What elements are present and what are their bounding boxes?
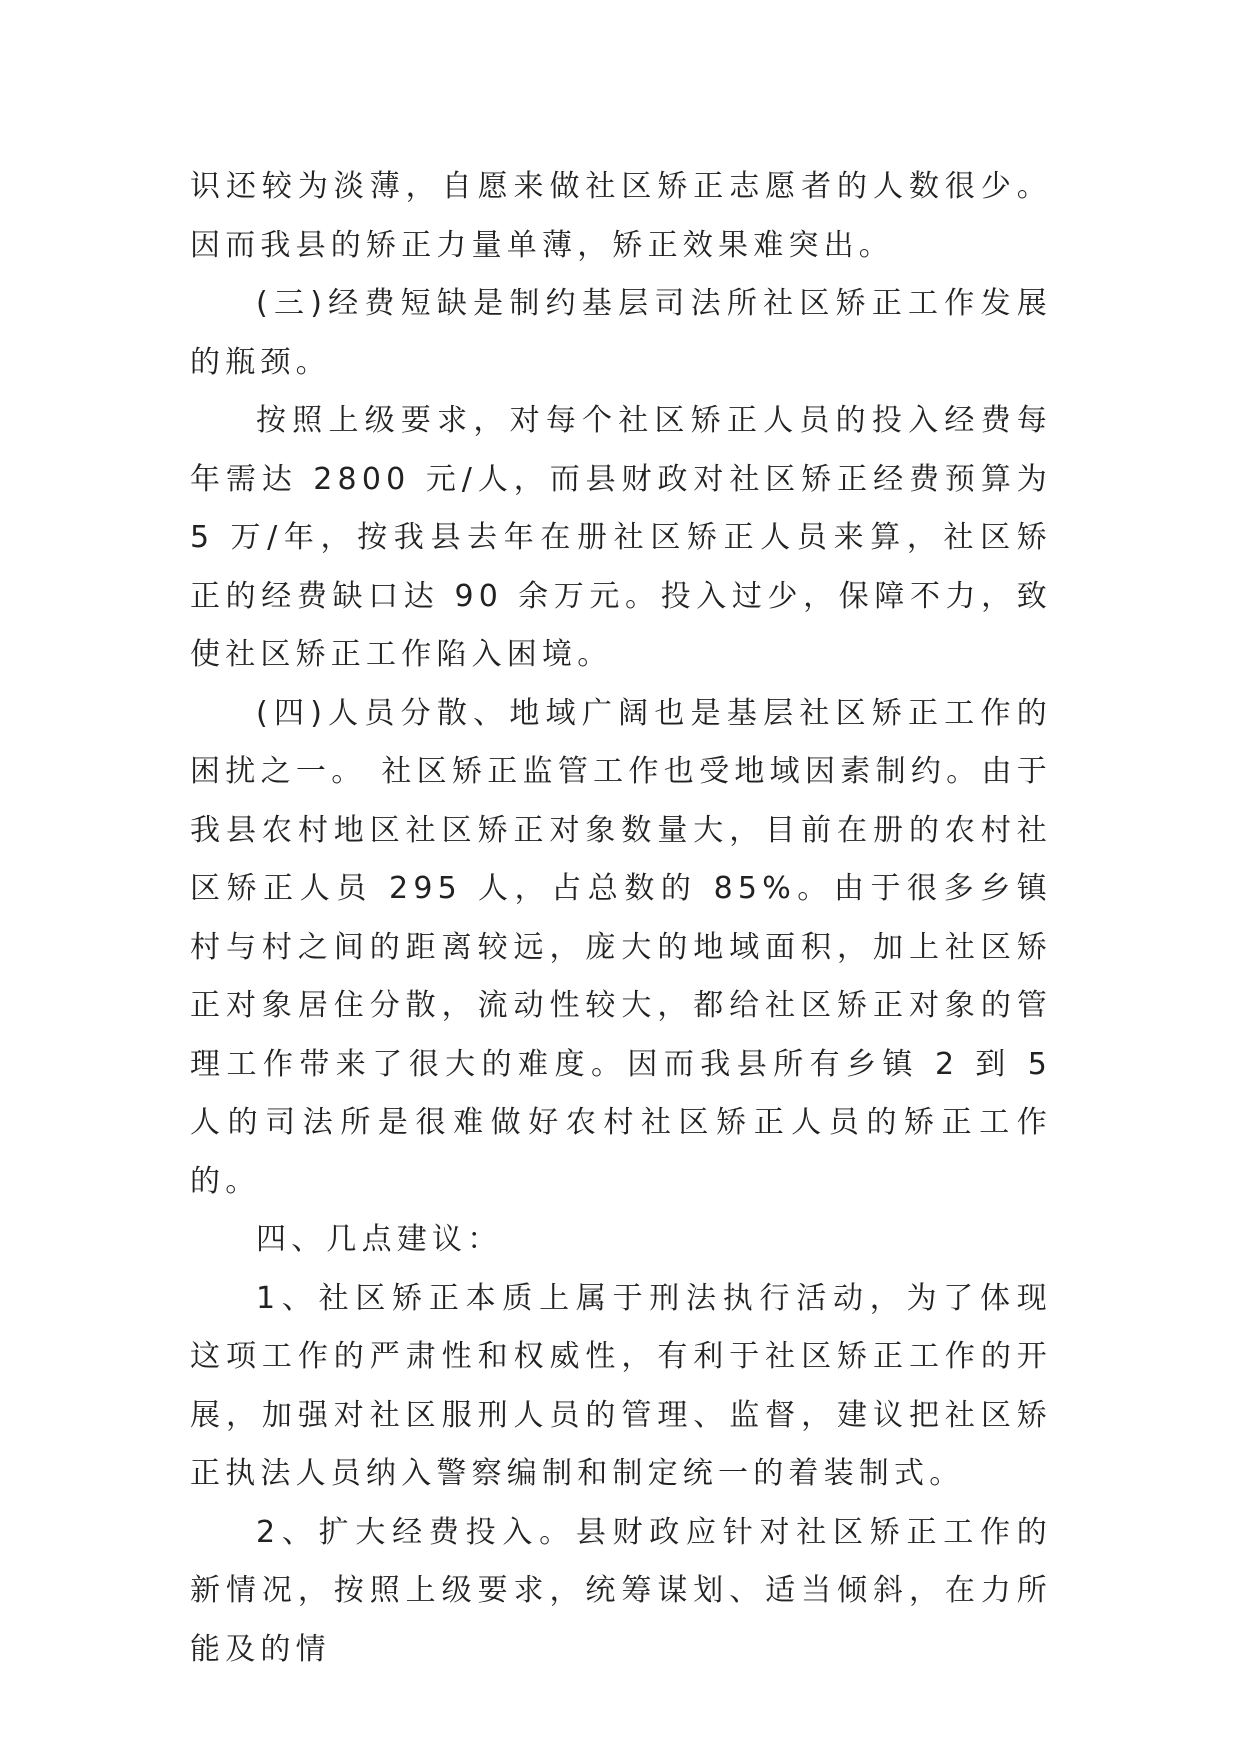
heading-suggestions: 四、几点建议：	[256, 1222, 503, 1257]
paragraph-suggestion-2: 2、扩大经费投入。县财政应针对社区矫正工作的新情况，按照上级要求，统筹谋划、适当倾斜，在力所能及的情	[190, 1514, 1052, 1667]
paragraph-suggestion-1: 1、社区矫正本质上属于刑法执行活动，为了体现这项工作的严肃性和权威性，有利于社区矫正工作的开展，加强对社区服刑人员的管理、监督，建议把社区矫正执法人员纳入警察编制和制定统一的着装制式。	[190, 1280, 1052, 1491]
paragraph-section-four: (四)人员分散、地域广阔也是基层社区矫正工作的困扰之一。 社区矫正监管工作也受地域因素制约。由于我县农村地区社区矫正对象数量大，目前在册的农村社区矫正人员 295 人，占总数的 85%。由于很多乡镇村与村之间的距离较远，庞大的地域面积，加上社区矫正对象居住分散，流动性较大，都给社区矫正对象的管理工作带来了很大的难度。因而我县所有乡镇 2 到 5 人的司法所是很难做好农村社区矫正人员的矫正工作的。	[190, 695, 1052, 1199]
paragraph-continuation: 识还较为淡薄，自愿来做社区矫正志愿者的人数很少。因而我县的矫正力量单薄，矫正效果难突出。	[190, 169, 1052, 263]
paragraph-section-three-heading: (三)经费短缺是制约基层司法所社区矫正工作发展的瓶颈。	[190, 286, 1052, 380]
document-body	[190, 158, 1052, 1679]
paragraph-funding-gap: 按照上级要求，对每个社区矫正人员的投入经费每年需达 2800 元/人，而县财政对社区矫正经费预算为 5 万/年，按我县去年在册社区矫正人员来算，社区矫正的经费缺口达 90 余万元。投入过少，保障不力，致使社区矫正工作陷入困境。	[190, 403, 1052, 672]
